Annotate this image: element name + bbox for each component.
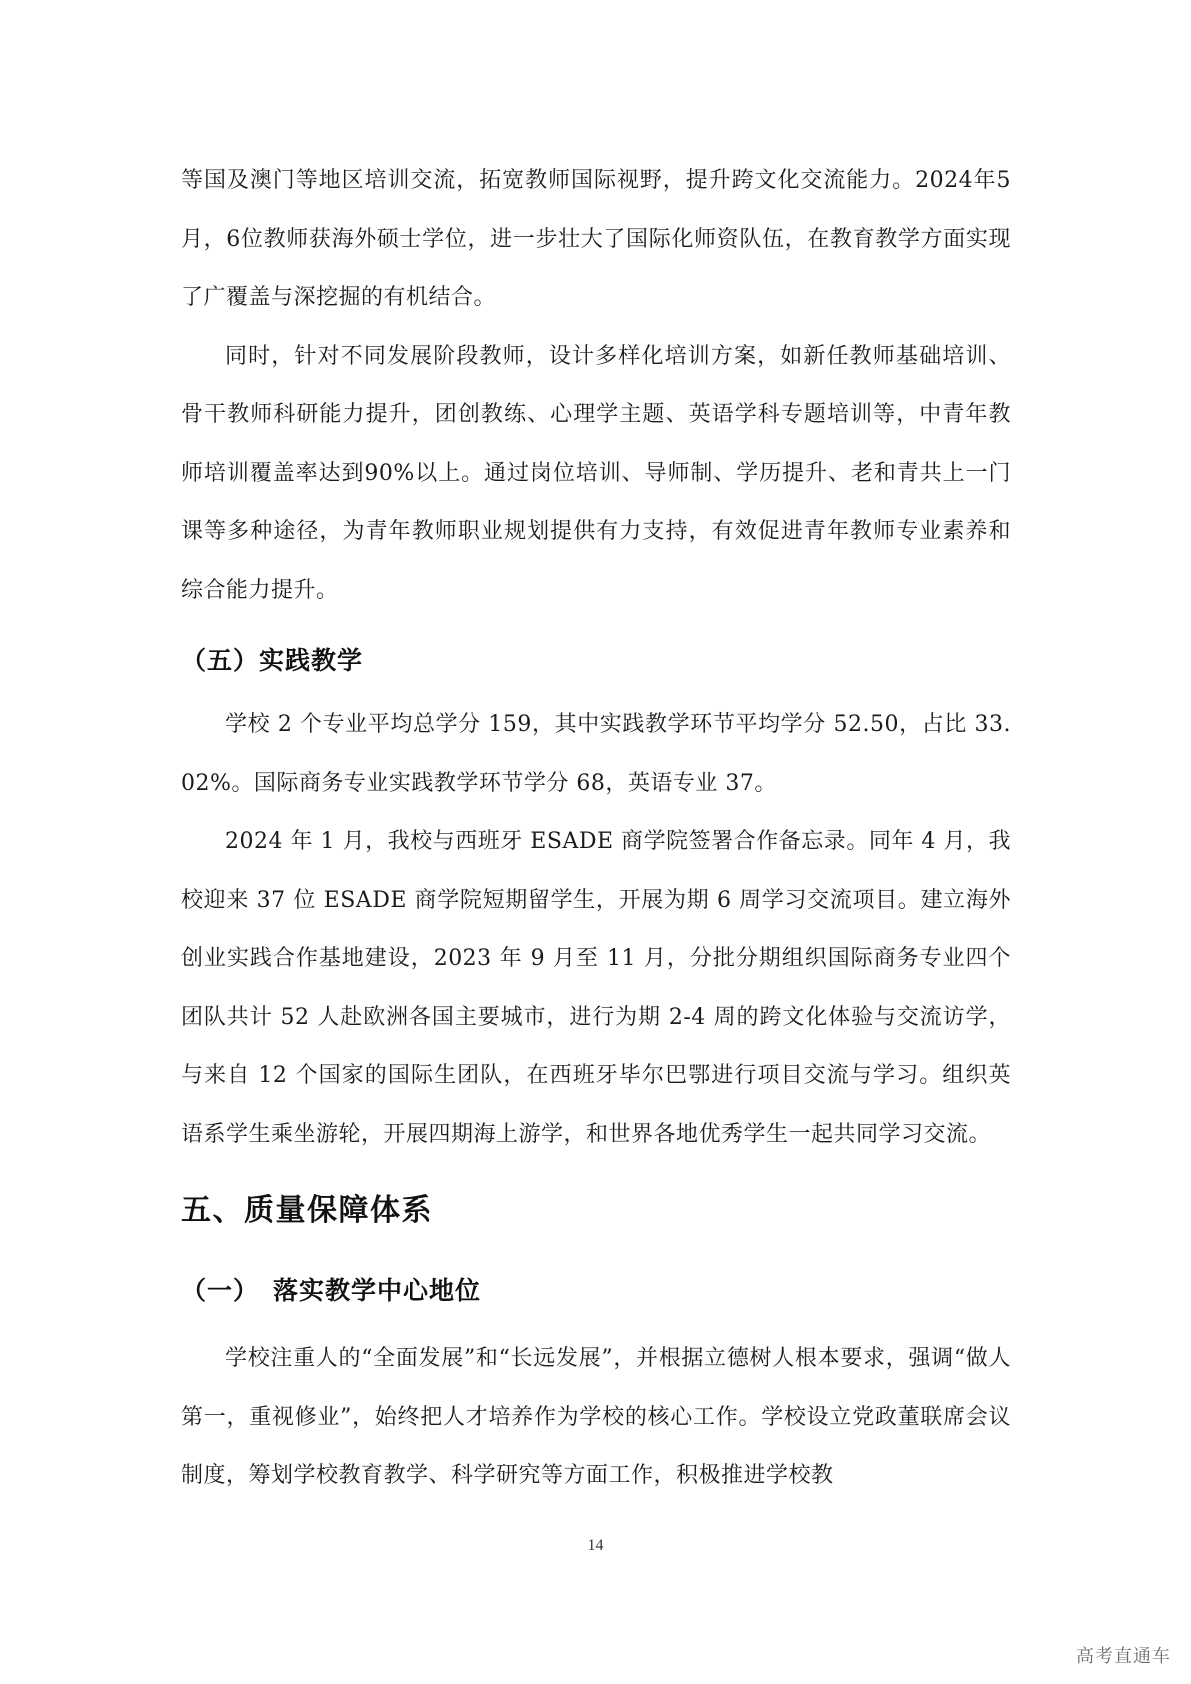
chapter-heading-quality-assurance: 五、质量保障体系 [181,1193,433,1228]
watermark-text: 高考直通车 [1076,1646,1171,1667]
section-number: （一） [181,1276,260,1305]
paragraph-teacher-exchange: 等国及澳门等地区培训交流，拓宽教师国际视野，提升跨文化交流能力。2024年5月，6位教师获海外硕士学位，进一步壮大了国际化师资队伍，在教育教学方面实现了广覆盖与深挖掘的有机结合。 [181,168,1011,310]
section-heading-practice-teaching: （五）实践教学 [181,646,364,675]
section-title: 落实教学中心地位 [273,1276,482,1305]
section-heading-teaching-center [181,1256,1011,1326]
page-number: 14 [587,1537,604,1554]
paragraph-esade-cooperation: 2024 年 1 月，我校与西班牙 ESADE 商学院签署合作备忘录。同年 4 月，我校迎来 37 位 ESADE 商学院短期留学生，开展为期 6 周学习交流项目。建立海外创业实践合作基地建设，2023 年 9 月至 11 月，分批分期组织国际商务专业四个团队共计 52 人赴欧洲各国主要城市，进行为期 2-4 周的跨文化体验与交流访学，与来自 12 个国家的国际生团队，在西班牙毕尔巴鄂进行项目交流与学习。组织英语系学生乘坐游轮，开展四期海上游学，和世界各地优秀学生一起共同学习交流。 [181,829,1011,1147]
paragraph-teacher-training: 同时，针对不同发展阶段教师，设计多样化培训方案，如新任教师基础培训、骨干教师科研能力提升，团创教练、心理学主题、英语学科专题培训等，中青年教师培训覆盖率达到90%以上。通过岗位培训、导师制、学历提升、老和青共上一门课等多种途径，为青年教师职业规划提供有力支持，有效促进青年教师专业素养和综合能力提升。 [181,343,1011,603]
paragraph-development: 学校注重人的“全面发展”和“长远发展”，并根据立德树人根本要求，强调“做人第一，重视修业”，始终把人才培养作为学校的核心工作。学校设立党政董联席会议制度，筹划学校教育教学、科学研究等方面工作，积极推进学校教 [181,1346,1011,1488]
page-content [181,152,1011,1506]
paragraph-credits: 学校 2 个专业平均总学分 159，其中实践教学环节平均学分 52.50，占比 33.02%。国际商务专业实践教学环节学分 68，英语专业 37。 [181,712,1011,796]
